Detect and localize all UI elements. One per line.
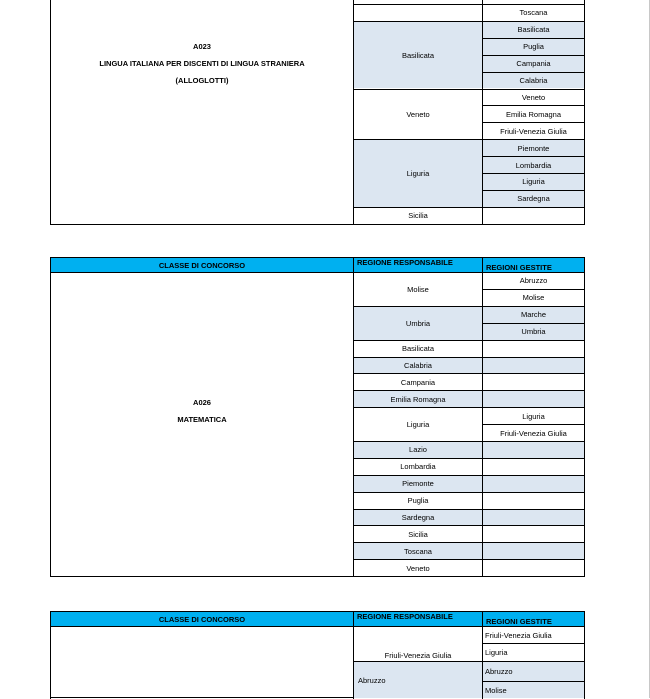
table-border [50, 611, 51, 699]
table-border [353, 340, 585, 341]
class-code: A023 [193, 42, 211, 51]
class-note: (ALLOGLOTTI) [175, 76, 229, 85]
table-border [482, 424, 585, 425]
managed-region-cell: Puglia [483, 39, 584, 55]
managed-region-cell: Molise [522, 293, 545, 303]
managed-region-cell: Liguria [522, 411, 545, 421]
table-border [353, 475, 585, 476]
managed-region-cell: Piemonte [483, 140, 584, 156]
managed-region-cell: Liguria [483, 174, 584, 190]
table-border [353, 306, 585, 307]
responsible-region-cell: Veneto [406, 109, 430, 119]
table-border [353, 492, 585, 493]
table-border [353, 559, 585, 560]
managed-region-cell: Molise [483, 682, 584, 698]
table-border [353, 458, 585, 459]
table-border [353, 4, 585, 5]
table-border [482, 55, 585, 56]
table-border [50, 611, 585, 612]
managed-region-cell: Calabria [483, 73, 584, 89]
managed-region-cell [483, 374, 584, 390]
table-border [353, 525, 585, 526]
table-border [482, 323, 585, 324]
responsible-region-cell: Abruzzo [354, 662, 482, 698]
responsible-region-cell: Emilia Romagna [354, 391, 482, 407]
responsible-region-cell: Sicilia [408, 211, 428, 221]
table-border [482, 681, 585, 682]
table-border [353, 441, 585, 442]
table-border [482, 72, 585, 73]
managed-region-cell: Umbria [483, 324, 584, 340]
table-border [353, 611, 354, 699]
managed-region-cell: Basilicata [483, 22, 584, 38]
table-border [353, 509, 585, 510]
managed-region-cell [483, 493, 584, 509]
class-name: MATEMATICA [177, 415, 227, 424]
table-border [584, 611, 585, 699]
table-border [353, 357, 585, 358]
table-border [353, 207, 585, 208]
table-border [50, 257, 585, 258]
header-managed: REGIONI GESTITE [483, 258, 584, 272]
table-border [50, 0, 51, 225]
table-border [482, 257, 483, 577]
table-border [353, 257, 354, 577]
table-border [482, 38, 585, 39]
managed-region-cell: Friuli-Venezia Giulia [500, 126, 567, 136]
responsible-region-cell [354, 5, 482, 21]
table-border [353, 373, 585, 374]
managed-region-cell: Lombardia [483, 157, 584, 173]
class-code: A026 [193, 398, 211, 407]
table-border [353, 542, 585, 543]
managed-region-cell: Friuli-Venezia Giulia [485, 630, 552, 640]
table-border [482, 156, 585, 157]
responsible-region-cell: Veneto [406, 563, 430, 573]
table-border [353, 139, 585, 140]
responsible-region-cell: Sicilia [408, 529, 428, 539]
header-responsible: REGIONE RESPONSABILE [354, 258, 482, 272]
responsible-region-cell: Molise [407, 284, 429, 294]
table-border [50, 576, 585, 577]
class-description [51, 394, 353, 428]
table-border [353, 407, 585, 408]
responsible-region-cell: Calabria [354, 358, 482, 374]
table-border [584, 0, 585, 225]
managed-region-cell: Emilia Romagna [505, 109, 562, 119]
managed-region-cell [483, 358, 584, 374]
managed-region-cell [483, 510, 584, 526]
managed-region-cell [483, 391, 584, 407]
managed-region-cell [483, 459, 584, 475]
table-border [482, 289, 585, 290]
class-description [51, 38, 353, 89]
table-border [482, 190, 585, 191]
responsible-region-cell: Lazio [354, 442, 482, 458]
header-managed: REGIONI GESTITE [483, 612, 584, 626]
managed-region-cell [483, 476, 584, 492]
managed-region-cell: Abruzzo [519, 276, 548, 286]
managed-region-cell: Marche [483, 307, 584, 323]
responsible-region-cell: Campania [400, 377, 436, 387]
responsible-region-cell: Sardegna [354, 510, 482, 526]
managed-region-cell: Toscana [519, 8, 548, 18]
managed-region-cell: Campania [483, 56, 584, 72]
managed-region-cell [483, 560, 584, 576]
managed-region-cell [483, 341, 584, 357]
managed-region-cell [483, 527, 584, 543]
header-class: CLASSE DI CONCORSO [51, 258, 353, 272]
table-border [353, 89, 585, 90]
managed-region-cell: Liguria [485, 648, 508, 657]
responsible-region-cell: Puglia [407, 496, 429, 506]
table-border [584, 257, 585, 577]
managed-region-cell [483, 442, 584, 458]
table-border [482, 0, 483, 225]
table-border [353, 21, 585, 22]
responsible-region-cell: Liguria [354, 140, 482, 207]
managed-region-cell: Friuli-Venezia Giulia [500, 428, 567, 438]
managed-region-cell: Sardegna [483, 191, 584, 207]
table-border [50, 224, 585, 225]
managed-region-cell [483, 208, 584, 224]
table-border [482, 122, 585, 123]
class-name: LINGUA ITALIANA PER DISCENTI DI LINGUA STRANIERA [99, 59, 305, 68]
table-border [353, 0, 354, 225]
table-border [482, 643, 585, 644]
table-border [482, 173, 585, 174]
table-border [482, 105, 585, 106]
responsible-region-cell: Liguria [406, 420, 430, 430]
table-border [353, 661, 585, 662]
table-border [353, 390, 585, 391]
managed-region-cell: Veneto [521, 92, 546, 102]
table-border [482, 611, 483, 699]
managed-region-cell: Abruzzo [483, 662, 584, 681]
responsible-region-cell: Umbria [354, 307, 482, 340]
responsible-region-cell: Piemonte [354, 476, 482, 492]
responsible-region-cell: Basilicata [401, 344, 435, 354]
responsible-region-cell: Basilicata [354, 22, 482, 89]
responsible-region-cell: Friuli-Venezia Giulia [384, 651, 452, 660]
header-responsible: REGIONE RESPONSABILE [354, 612, 482, 626]
header-class: CLASSE DI CONCORSO [51, 612, 353, 626]
managed-region-cell [483, 543, 584, 559]
responsible-region-cell: Lombardia [400, 462, 436, 472]
responsible-region-cell: Toscana [354, 543, 482, 559]
